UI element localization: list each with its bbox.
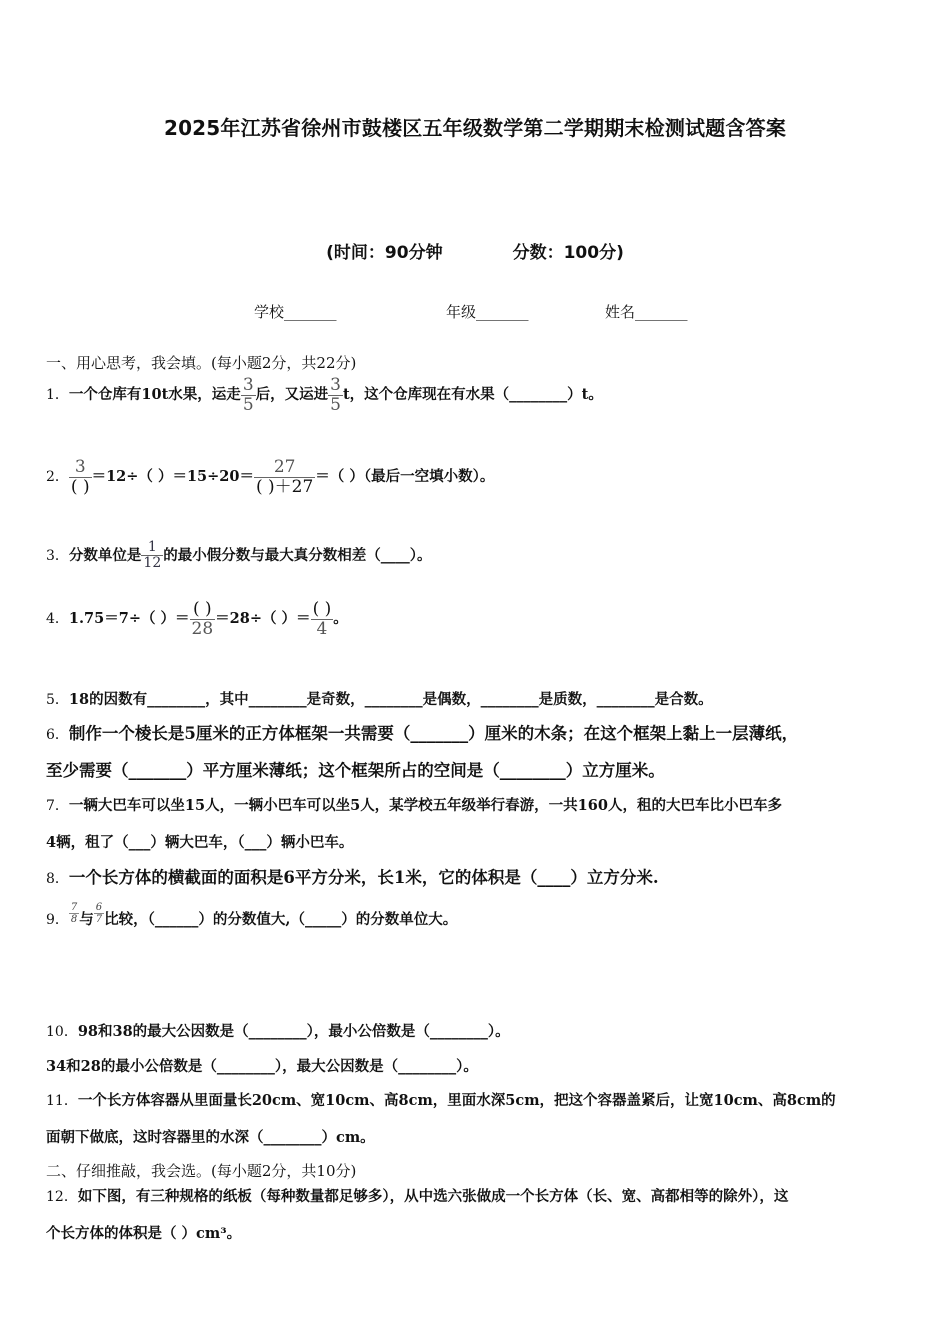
- question-12-line-2: 个长方体的体积是（ ）cm³。: [46, 1225, 242, 1242]
- question-9: 9． $\frac{7}{8}$ 与 $\frac{6}{7}$ 比较，（______）的分数值大,（_____）的分数单位大。: [46, 901, 458, 928]
- question-1: 1．一个仓库有10t水果，运走 $\frac{3}{5}$ 后，又运进 $\frac{3}{5}$ t，这个仓库现在有水果（________）t。: [46, 375, 603, 415]
- section-2-heading: 二、仔细推敲，我会选。(每小题2分，共10分): [46, 1162, 357, 1180]
- question-3: 3．分数单位是 $\frac{1}{12}$ 的最小假分数与最大真分数相差（____）。: [46, 539, 432, 572]
- question-7-line-2: 4辆，租了（___）辆大巴车，（___）辆小巴车。: [46, 834, 354, 851]
- question-10-line-2: 34和28的最小公倍数是（________），最大公因数是（________）。: [46, 1058, 478, 1075]
- exam-meta: [0, 238, 950, 263]
- question-11-line-2: 面朝下做底，这时容器里的水深（________）cm。: [46, 1129, 375, 1146]
- page-title: 2025年江苏省徐州市鼓楼区五年级数学第二学期期末检测试题含答案: [163, 116, 787, 140]
- question-7: 7．一辆大巴车可以坐15人，一辆小巴车可以坐5人，某学校五年级举行春游，一共160人，租的大巴车比小巴车多: [46, 797, 782, 814]
- fraction: $\frac{( )}{4}$: [312, 599, 332, 639]
- fraction: $\frac{7}{8}$: [70, 901, 78, 925]
- name-field: 姓名_______: [605, 303, 688, 321]
- fraction: $\frac{1}{12}$: [143, 539, 162, 572]
- question-11: 11．一个长方体容器从里面量长20cm、宽10cm、高8cm，里面水深5cm，把这个容器盖紧后，让宽10cm、高8cm的: [46, 1092, 836, 1109]
- question-10: 10．98和38的最大公因数是（________），最小公倍数是（________）。: [46, 1023, 510, 1040]
- score-label: 分数：100分): [512, 243, 624, 263]
- question-6: 6．制作一个棱长是5厘米的正方体框架一共需要（_______）厘米的木条；在这个框架上黏上一层薄纸，: [46, 724, 799, 743]
- question-5: 5．18的因数有________，其中________是奇数，________是偶数，________是质数，________是合数。: [46, 691, 713, 708]
- section-1-heading: 一、用心思考，我会填。(每小题2分，共22分): [46, 354, 357, 372]
- fraction: $\frac{3}{5}$: [242, 375, 254, 415]
- question-12: 12．如下图，有三种规格的纸板（每种数量都足够多），从中选六张做成一个长方体（长、宽、高都相等的除外），这: [46, 1188, 789, 1205]
- time-label: (时间：90分钟: [326, 243, 443, 263]
- question-2: 2． $\frac{3}{( )}$ ＝12÷（ ）＝15÷20＝ $\frac{27}{( )+27}$ ＝（ ）（最后一空填小数）。: [46, 457, 495, 497]
- question-4: 4．1.75＝7÷（ ）＝ $\frac{( )}{28}$ ＝28÷（ ）＝ $\frac{( )}{4}$ 。: [46, 599, 348, 639]
- grade-field: 年级_______: [446, 303, 529, 321]
- question-6-line-2: 至少需要（_______）平方厘米薄纸；这个框架所占的空间是（________）立方厘米。: [46, 761, 665, 780]
- fraction: $\frac{6}{7}$: [95, 901, 103, 925]
- fraction: $\frac{( )}{28}$: [191, 599, 214, 639]
- fraction: $\frac{3}{( )}$: [70, 457, 90, 497]
- school-field: 学校_______: [254, 303, 337, 321]
- fraction: $\frac{27}{( )+27}$: [255, 457, 314, 497]
- fraction: $\frac{3}{5}$: [330, 375, 341, 415]
- question-8: 8．一个长方体的横截面的面积是6平方分米，长1米，它的体积是（____）立方分米.: [46, 868, 659, 887]
